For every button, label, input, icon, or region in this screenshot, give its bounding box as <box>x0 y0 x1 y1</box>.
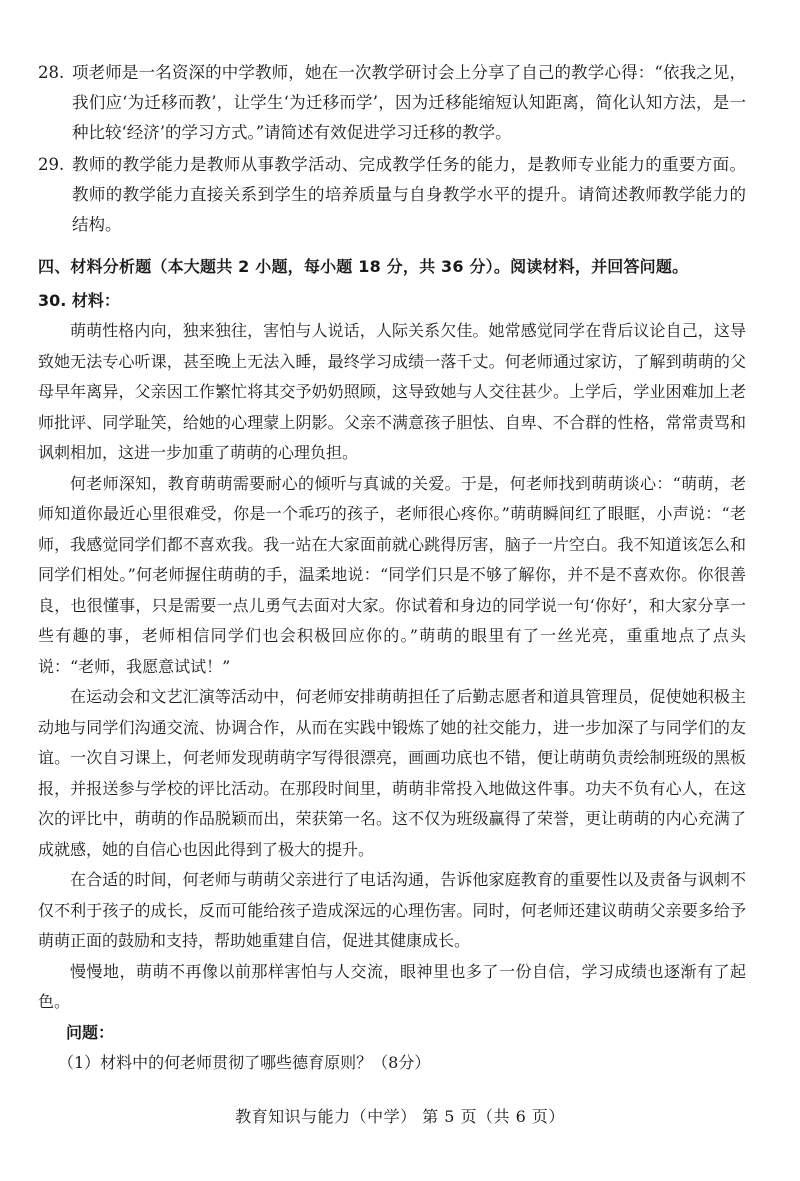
question-number: 29. <box>38 155 65 174</box>
sub-question: （1）材料中的何老师贯彻了哪些德育原则？（8分） <box>58 1052 431 1072</box>
material-paragraph: 慢慢地，萌萌不再像以前那样害怕与人交流，眼神里也多了一份自信，学习成绩也逐渐有了起色。 <box>38 961 746 1011</box>
section-heading <box>38 252 746 282</box>
question-30 <box>38 286 746 1078</box>
material-paragraph: 何老师深知，教育萌萌需要耐心的倾听与真诚的关爱。于是，何老师找到萌萌谈心：“萌萌，老师知道你最近心里很难受，你是一个乖巧的孩子，老师很心疼你。”萌萌瞬间红了眼眶，小声说：“老师，我感觉同学们都不喜欢我。我一站在大家面前就心跳得厉害，脑子一片空白。我不知道该怎么和同学们相处。”何老师握住萌萌的手，温柔地说：“同学们只是不够了解你，并不是不喜欢你。你很善良，也很懂事，只是需要一点儿勇气去面对大家。你试着和身边的同学说一句‘你好’，和大家分享一些有趣的事，老师相信同学们也会积极回应你的。”萌萌的眼里有了一丝光亮，重重地点了点头说：“老师，我愿意试试！” <box>38 473 746 676</box>
question-29 <box>38 150 746 240</box>
question-item <box>38 150 746 240</box>
section-4-heading: 四、材料分析题（本大题共 2 小题，每小题 18 分，共 36 分）。阅读材料，并回答问题。 <box>38 257 689 276</box>
question-28 <box>38 58 746 148</box>
question-number: 28. <box>38 63 65 82</box>
material-paragraph: 在合适的时间，何老师与萌萌父亲进行了电话沟通，告诉他家庭教育的重要性以及责备与讽刺不仅不利于孩子的成长，反而可能给孩子造成深远的心理伤害。同时，何老师还建议萌萌父亲要多给予萌萌正面的鼓励和支持，帮助她重建自信，促进其健康成长。 <box>38 870 746 950</box>
page-footer: 教育知识与能力（中学） 第 5 页（共 6 页） <box>235 1107 565 1126</box>
material-paragraph: 萌萌性格内向，独来独往，害怕与人说话，人际关系欠佳。她常感觉同学在背后议论自己，这导致她无法专心听课，甚至晚上无法入睡，最终学习成绩一落千丈。何老师通过家访，了解到萌萌的父母早年离异，父亲因工作繁忙将其交予奶奶照顾，这导致她与人交往甚少。上学后，学业困难加上老师批评、同学耻笑，给她的心理蒙上阴影。父亲不满意孩子胆怯、自卑、不合群的性格，常常责骂和讽刺相加，这进一步加重了萌萌的心理负担。 <box>38 321 746 462</box>
question-item <box>38 58 746 148</box>
question-text: 项老师是一名资深的中学教师，她在一次教学研讨会上分享了自己的教学心得：“依我之见，我们应‘为迁移而教’，让学生‘为迁移而学’，因为迁移能缩短认知距离，简化认知方法，是一种比较‘经济’的学习方式。”请简述有效促进学习迁移的教学。 <box>72 63 746 142</box>
material-label: 30. 材料： <box>38 291 120 310</box>
material-paragraph: 在运动会和文艺汇演等活动中，何老师安排萌萌担任了后勤志愿者和道具管理员，促使她积极主动地与同学们沟通交流、协调合作，从而在实践中锻炼了她的社交能力，进一步加深了与同学们的友谊。一次自习课上，何老师发现萌萌字写得很漂亮，画画功底也不错，便让萌萌负责绘制班级的黑板报，并报送参与学校的评比活动。在那段时间里，萌萌非常投入地做这件事。功夫不负有心人，在这次的评比中，萌萌的作品脱颖而出，荣获第一名。这不仅为班级赢得了荣誉，更让萌萌的内心充满了成就感，她的自信心也因此得到了极大的提升。 <box>38 687 746 859</box>
question-text: 教师的教学能力是教师从事教学活动、完成教学任务的能力，是教师专业能力的重要方面。教师的教学能力直接关系到学生的培养质量与自身教学水平的提升。请简述教师教学能力的结构。 <box>72 155 746 234</box>
questions-label: 问题： <box>66 1022 115 1042</box>
